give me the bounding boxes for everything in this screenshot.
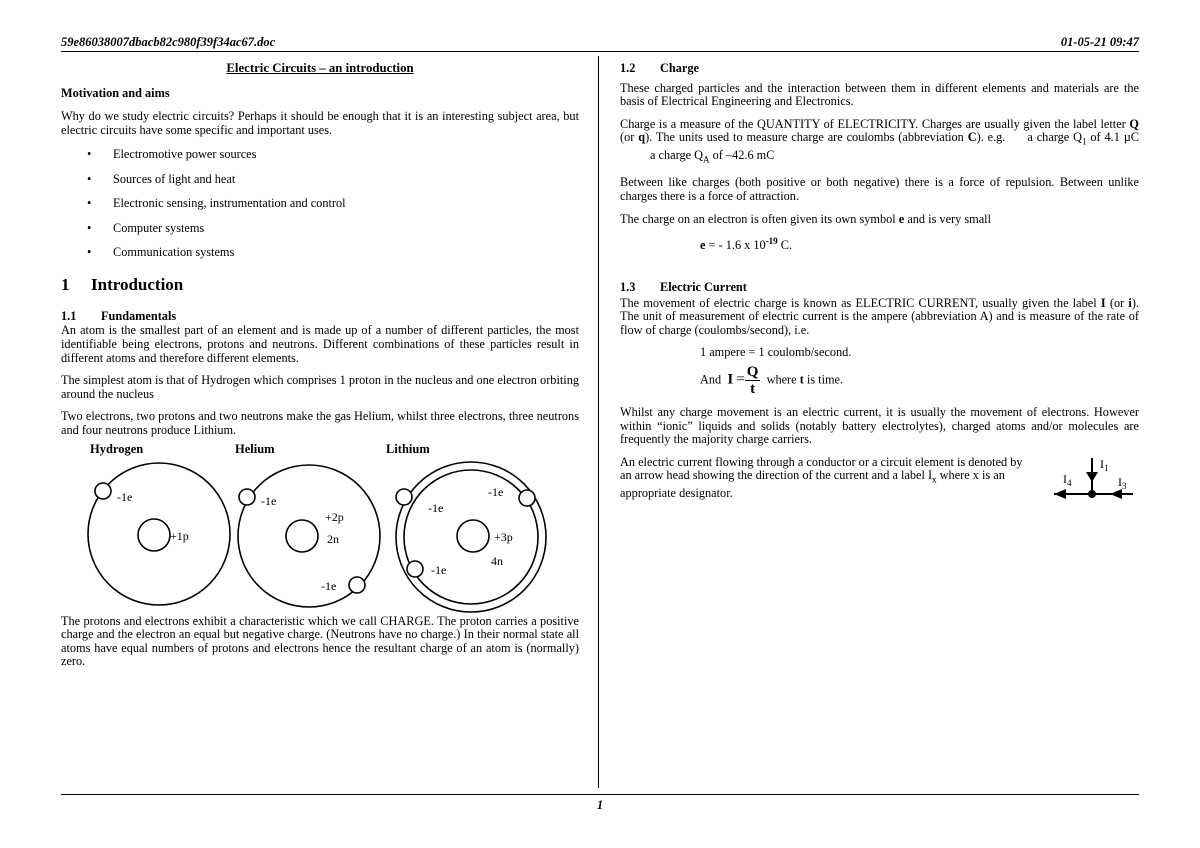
charge-paragraph-3: Between like charges (both positive or both negative) there is a force of repulsion. Between unlike charges there is a force of attraction. xyxy=(620,175,1139,204)
column-divider xyxy=(598,56,599,788)
current-i4-arrow xyxy=(1054,489,1066,499)
helium-electron-1-label: -1e xyxy=(261,493,277,508)
left-column xyxy=(61,62,579,669)
current-i1-arrow xyxy=(1086,472,1098,482)
list-item: • Sources of light and heat xyxy=(61,173,579,198)
current-paragraph-2: Whilst any charge movement is an electric current, it is usually the movement of electrons. However within “ionic” liquids and solids (notably battery electrolytes), charged atoms and/or molecules are frequently the majority charge carriers. xyxy=(620,404,1139,447)
current-node-dot xyxy=(1088,490,1096,498)
section-1-2-heading: 1.2 Charge xyxy=(620,61,699,75)
lithium-electron-2-label: -1e xyxy=(488,484,504,499)
lithium-protons-label: +3p xyxy=(494,529,513,544)
current-node-diagram xyxy=(1050,454,1145,504)
footer-rule xyxy=(61,794,1139,795)
charge-paragraph-2: Charge is a measure of the QUANTITY of ELECTRICITY. Charges are usually given the label letter Q (or q). The units used to measure charge are coulombs (abbreviation C). e.g. a charge $Q_1$ of 4.1 µCa charge $Q_A$ of –42.6 mC xyxy=(620,116,1140,165)
helium-electron-1 xyxy=(239,489,255,505)
header-rule xyxy=(61,51,1139,52)
lithium-electron-1 xyxy=(396,489,412,505)
helium-atom xyxy=(238,465,380,607)
lithium-electron-3 xyxy=(407,561,423,577)
lithium-nucleus xyxy=(457,520,489,552)
hydrogen-nucleus xyxy=(138,519,170,551)
current-label-i1: $I_1$ xyxy=(1100,456,1109,473)
hydrogen-label: Hydrogen xyxy=(90,441,144,456)
charge-paragraph-4: The charge on an electron is often given its own symbol e and is very small xyxy=(620,211,991,226)
section-1-heading: 1 Introduction xyxy=(61,274,184,294)
helium-electron-2 xyxy=(349,577,365,593)
atom-diagrams xyxy=(61,443,579,613)
charge-over-time-fraction: $\frac{Q}{t}$ xyxy=(746,363,759,397)
charge-paragraph-1: These charged particles and the interaction between them in different elements and materials are the basis of Electrical Engineering and Electronics. xyxy=(620,80,1139,109)
current-node-block xyxy=(620,456,1139,501)
motivation-heading: Motivation and aims xyxy=(61,85,170,100)
lithium-atom xyxy=(396,462,546,612)
header-datetime: 01-05-21 09:47 xyxy=(1060,35,1139,49)
hydrogen-nucleus-label: +1p xyxy=(170,528,189,543)
helium-electron-2-label: -1e xyxy=(321,578,337,593)
hydrogen-atom xyxy=(88,463,230,605)
document-title: Electric Circuits – an introduction xyxy=(226,61,414,75)
motivation-text: Why do we study electric circuits? Perhaps it should be enough that it is an interesting subject area, but electric circuits have some specific and important uses. xyxy=(61,109,579,137)
list-item: • Electromotive power sources xyxy=(61,148,579,173)
current-i3-arrow xyxy=(1110,489,1122,499)
lithium-electron-1-label: -1e xyxy=(428,500,444,515)
helium-neutrons-label: 2n xyxy=(327,531,339,546)
lithium-electron-3-label: -1e xyxy=(431,562,447,577)
hydrogen-orbit xyxy=(88,463,230,605)
helium-protons-label: +2p xyxy=(325,509,344,524)
header-filename: 59e86038007dbacb82c980f39f34ac67.doc xyxy=(61,35,276,49)
ampere-definition: 1 ampere = 1 coulomb/second. xyxy=(700,345,852,360)
helium-nucleus xyxy=(286,520,318,552)
current-label-i3: $I_3$ xyxy=(1118,474,1127,491)
lithium-outer-orbit xyxy=(396,462,546,612)
section-1-1-heading: 1.1 Fundamentals xyxy=(61,308,177,323)
lithium-label: Lithium xyxy=(386,441,430,456)
charge-intro-paragraph: The protons and electrons exhibit a characteristic which we call CHARGE. The proton carries a positive charge and the electron an equal but negative charge. (Neutrons have no charge.) In their normal state all atoms have equal numbers of protons and electrons hence the resultant charge of an atom is (normally) zero. xyxy=(61,613,579,669)
section-1-3-heading: 1.3 Electric Current xyxy=(620,279,747,294)
current-paragraph-3: An electric current flowing through a conductor or a circuit element is denoted by an arrow head showing the direction of the current and a label $I_x$ where x is an appropriate designator. xyxy=(620,454,1023,501)
electron-charge-equation: e = - 1.6 x $10^{-19}$ C. xyxy=(700,236,793,253)
hydrogen-electron xyxy=(95,483,111,499)
current-label-i4: $I_4$ xyxy=(1063,471,1072,488)
list-item: • Communication systems xyxy=(61,246,579,271)
current-paragraph-1: The movement of electric charge is known as ELECTRIC CURRENT, usually given the label I (or i). The unit of measurement of electric current is the ampere (abbreviation A) and is measure of the rate of flow of charge (coulombs/second), i.e. xyxy=(620,295,1139,337)
helium-label: Helium xyxy=(235,441,275,456)
lithium-neutrons-label: 4n xyxy=(491,553,503,568)
list-item: • Computer systems xyxy=(61,222,579,247)
atoms-svg xyxy=(61,443,579,613)
current-formula: And I = $\frac{Q}{t}$ where t is time. xyxy=(700,363,844,397)
helium-lithium-paragraph: Two electrons, two protons and two neutrons make the gas Helium, whilst three electrons, three neutrons and four neutrons produce Lithium. xyxy=(61,409,579,438)
page-number: 1 xyxy=(596,798,604,812)
hydrogen-paragraph: The simplest atom is that of Hydrogen which comprises 1 proton in the nucleus and one electron orbiting around the nucleus xyxy=(61,373,579,401)
hydrogen-electron-label: -1e xyxy=(117,489,133,504)
lithium-electron-2 xyxy=(519,490,535,506)
atom-paragraph: An atom is the smallest part of an element and is made up of a number of different particles, the most identifiable being electrons, protons and neutrons. Different combinations of these particles result in different atoms and therefore different elements. xyxy=(61,323,579,365)
list-item: • Electronic sensing, instrumentation and control xyxy=(61,197,579,222)
lithium-inner-orbit xyxy=(404,470,538,604)
right-column xyxy=(620,62,1139,501)
uses-list xyxy=(61,148,579,271)
